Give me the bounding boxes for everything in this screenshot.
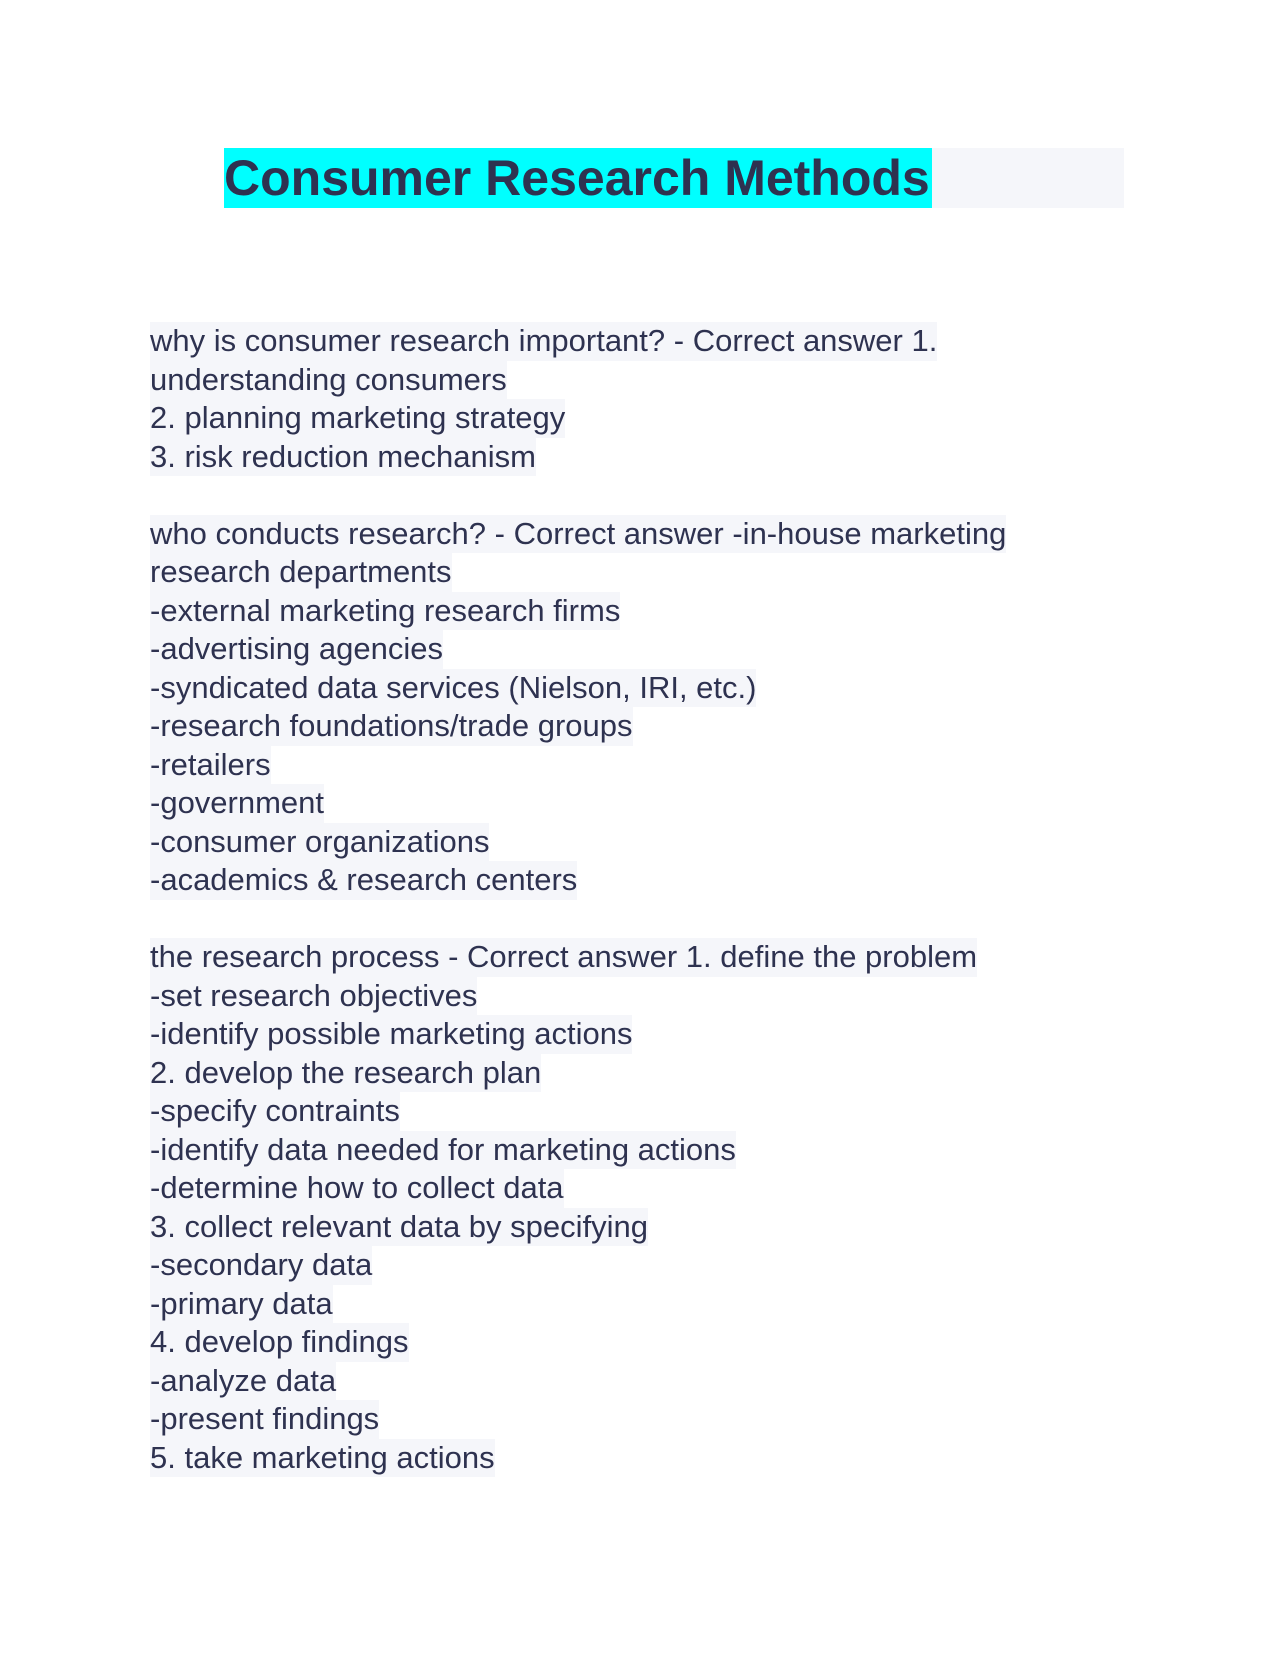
qa-section: [150, 322, 1170, 476]
text-line: -specify contraints: [150, 1092, 400, 1131]
text-line: 4. develop findings: [150, 1323, 409, 1362]
text-line: -syndicated data services (Nielson, IRI, etc.): [150, 669, 756, 708]
text-line: -advertising agencies: [150, 630, 443, 669]
qa-section: [150, 938, 1170, 1477]
text-line: -retailers: [150, 746, 271, 785]
text-line: -primary data: [150, 1285, 333, 1324]
text-line: 2. develop the research plan: [150, 1054, 541, 1093]
text-line: understanding consumers: [150, 361, 507, 400]
document-title: Consumer Research Methods: [224, 150, 930, 206]
text-line: -research foundations/trade groups: [150, 707, 633, 746]
text-line: -analyze data: [150, 1362, 336, 1401]
text-line: who conducts research? - Correct answer -in-house marketing: [150, 515, 1006, 554]
text-line: -external marketing research firms: [150, 592, 620, 631]
text-line: -identify data needed for marketing actions: [150, 1131, 736, 1170]
text-line: -determine how to collect data: [150, 1169, 564, 1208]
text-line: 3. risk reduction mechanism: [150, 438, 536, 477]
text-line: 3. collect relevant data by specifying: [150, 1208, 648, 1247]
text-line: -set research objectives: [150, 977, 477, 1016]
text-line: -government: [150, 784, 324, 823]
text-line: research departments: [150, 553, 452, 592]
text-line: 5. take marketing actions: [150, 1439, 495, 1478]
title-row: [224, 148, 1124, 208]
text-line: -consumer organizations: [150, 823, 489, 862]
qa-section: [150, 515, 1170, 900]
text-line: why is consumer research important? - Correct answer 1.: [150, 322, 937, 361]
text-line: -secondary data: [150, 1246, 372, 1285]
text-line: the research process - Correct answer 1. define the problem: [150, 938, 977, 977]
text-line: -present findings: [150, 1400, 379, 1439]
text-line: -identify possible marketing actions: [150, 1015, 632, 1054]
text-line: 2. planning marketing strategy: [150, 399, 565, 438]
text-line: -academics & research centers: [150, 861, 577, 900]
document-body: [150, 322, 1170, 1516]
